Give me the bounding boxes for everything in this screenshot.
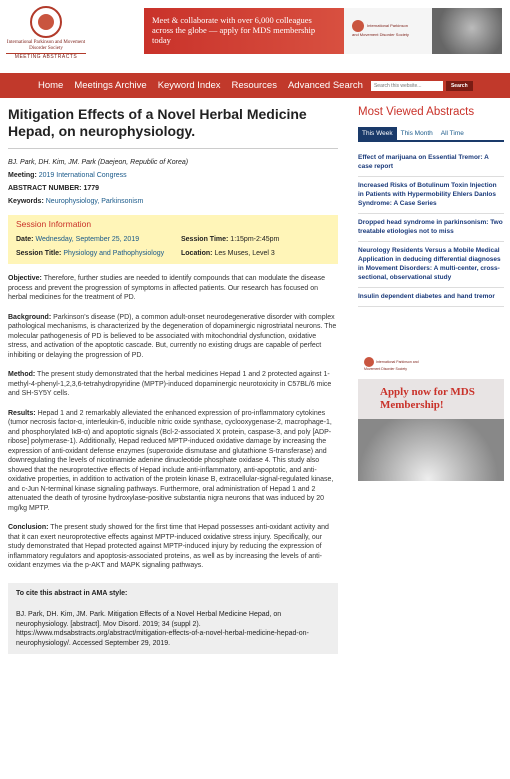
page-title: Mitigation Effects of a Novel Herbal Medicine Hepad, on neurophysiology.: [8, 106, 338, 149]
citation-text: BJ. Park, DH. Kim, JM. Park. Mitigation Effects of a Novel Herbal Medicine Hepad, on neurophysiology. [abstract]. Mov Disord. 2019; 34 (suppl 2). https://www.mdsabstracts.org/abstract/mitigation-effects-of-a-novel-herbal-medicine-hepad-on-neurophysiology/. Accessed September 29, 2019.: [16, 611, 309, 647]
session-info-box: [8, 215, 338, 264]
search-input[interactable]: [371, 81, 443, 91]
search-button[interactable]: Search: [446, 81, 473, 91]
list-item[interactable]: Neurology Residents Versus a Mobile Medical Application in deducing differential diagnoses in Movement Disorders: A multi-center, cross-sectional, observational study: [358, 242, 504, 288]
banner-line2: across the globe — apply for MDS membership today: [152, 25, 316, 45]
tab-this-month[interactable]: This Month: [400, 130, 433, 137]
session-title-label: Session Title:: [16, 250, 62, 257]
results-paragraph: Results: Hepad 1 and 2 remarkably alleviated the enhanced expression of pro-inflammatory cytokines (tumor necrosis factor-α, interleukin-6, inducible nitric oxide synthase, cyclooxygenase-2, macrophage-1, and phosphorylated IκB-α) and apoptotic signals (Bcl-2-associated X protein, caspase-3, and poly [ADP-ribose] polymerase-1). Additionally, Hepad reduced MPTP-induced oxidative damage by increasing the expression of anti-oxidant defense enzymes (superoxide dismutase and glutathione S-transferase) and downregulating the levels of nicotinamide adenine dinucleotide phosphate oxidase 4. This study also showed that the neuroprotective effects of Hepad include anti-inflammatory, anti-apoptotic, and anti-oxidative properties, in addition to activation of the protein kinase B, extracellular-signal-regulated kinase, and c-Jun N-terminal kinase signaling pathways. Furthermore, oral administration of Hepad 1 and 2 attenuated the death of tyrosine hydroxylase-positive substantia nigra neurons that was induced by 20 mg/kg MPTP.: [8, 409, 334, 512]
meeting-label: Meeting:: [8, 172, 37, 179]
tab-this-week[interactable]: This Week: [358, 127, 397, 140]
ad-logo: International Parkinson and Movement Disorder Society: [364, 357, 434, 371]
meeting-link[interactable]: 2019 International Congress: [38, 172, 127, 179]
ad-text: Apply now for MDS Membership!: [380, 386, 475, 411]
session-title[interactable]: Physiology and Pathophysiology: [63, 250, 165, 257]
article: [8, 106, 338, 654]
most-viewed-list: [358, 149, 504, 307]
membership-ad[interactable]: [358, 339, 504, 481]
session-time: 1:15pm-2:45pm: [230, 236, 280, 243]
background-paragraph: Background: Parkinson's disease (PD), a common adult-onset neurodegenerative disorder with complex pathological mechanisms, is characterized by the degeneration of dopaminergic nigrostriatal neurons. The molecular pathogenesis of PD is believed to be associated with mitochondrial dysfunction, oxidative stress, and activation of the apoptotic cascade. But, currently no existing drugs are capable of perfect inhibiting or delaying the progression of PD.: [8, 313, 337, 359]
nav-advanced-search[interactable]: Advanced Search: [287, 80, 363, 91]
citation-heading: To cite this abstract in AMA style:: [16, 589, 128, 597]
tab-bar: [358, 127, 504, 142]
list-item[interactable]: Insulin dependent diabetes and hand tremor: [358, 288, 504, 307]
membership-banner[interactable]: [144, 8, 502, 54]
citation-box: [8, 583, 338, 655]
session-date[interactable]: Wednesday, September 25, 2019: [35, 236, 140, 243]
nav-resources[interactable]: Resources: [231, 80, 277, 91]
list-item[interactable]: Dropped head syndrome in parkinsonism: Two treatable etiologies not to miss: [358, 214, 504, 242]
sidebar-heading: Most Viewed Abstracts: [358, 106, 475, 118]
site-logo[interactable]: [6, 6, 86, 66]
keywords-links[interactable]: Neurophysiology, Parkinsonism: [45, 198, 144, 205]
list-item[interactable]: Effect of marijuana on Essential Tremor: A case report: [358, 149, 504, 177]
conclusion-paragraph: Conclusion: The present study showed for the first time that Hepad possesses anti-oxidant activity and that it can exert neuroprotective effects against MPTP-induced oxidative stress injury. Specifically, our study demonstrated that Hepad protected against MPTP-induced injury by reducing the expression of inflammatory regulators and apoptosis-associated proteins, as well as by increasing the levels of anti-oxidant enzymes via the p-AKT and MAPK signaling pathways.: [8, 524, 329, 569]
nav-keyword-index[interactable]: Keyword Index: [157, 80, 221, 91]
time-label: Session Time:: [181, 236, 229, 243]
banner-logo: International Parkinson and Movement Disorder Society: [352, 20, 412, 44]
nav-home[interactable]: Home: [38, 80, 64, 91]
logo-emblem-icon: [30, 6, 62, 38]
date-label: Date:: [16, 236, 34, 243]
main-nav: [0, 73, 510, 98]
abstract-number: 1779: [83, 185, 100, 192]
tab-all-time[interactable]: All Time: [440, 130, 464, 137]
list-item[interactable]: Increased Risks of Botulinum Toxin Injection in Patients with Hypermobility Ehlers Danlos Syndrome: A Case Series: [358, 177, 504, 214]
location-label: Location:: [181, 250, 213, 257]
session-heading: Session Information: [16, 219, 92, 229]
puzzle-image: [432, 8, 502, 54]
authors: BJ. Park, DH. Kim, JM. Park (Daejeon, Republic of Korea): [8, 159, 189, 166]
session-location: Les Muses, Level 3: [214, 250, 275, 257]
logo-text: International Parkinson and Movement Disorder Society: [6, 40, 86, 51]
banner-line1: Meet & collaborate with over 6,000 colleagues: [152, 15, 312, 25]
objective-paragraph: Objective: Therefore, further studies are needed to identify compounds that can modulate the disease process and prevent the progression of symptoms in affected patients. Our research has focused on herbal medicines for the treatment of PD.: [8, 275, 326, 301]
logo-subtitle: MEETING ABSTRACTS: [6, 53, 86, 60]
puzzle-image: [358, 419, 504, 481]
nav-meetings-archive[interactable]: Meetings Archive: [74, 80, 147, 91]
site-header: [0, 0, 510, 73]
keywords-label: Keywords:: [8, 198, 44, 205]
abstract-number-label: ABSTRACT NUMBER:: [8, 185, 82, 192]
sidebar: [358, 106, 504, 481]
method-paragraph: Method: The present study demonstrated that the herbal medicines Hepad 1 and 2 protected against 1-methyl-4-phenyl-1,2,3,6-tetrahydropyridine (MPTP)-induced dopaminergic neurotoxicity in C57BL/6 mice and SH-SY5Y cells.: [8, 371, 332, 397]
